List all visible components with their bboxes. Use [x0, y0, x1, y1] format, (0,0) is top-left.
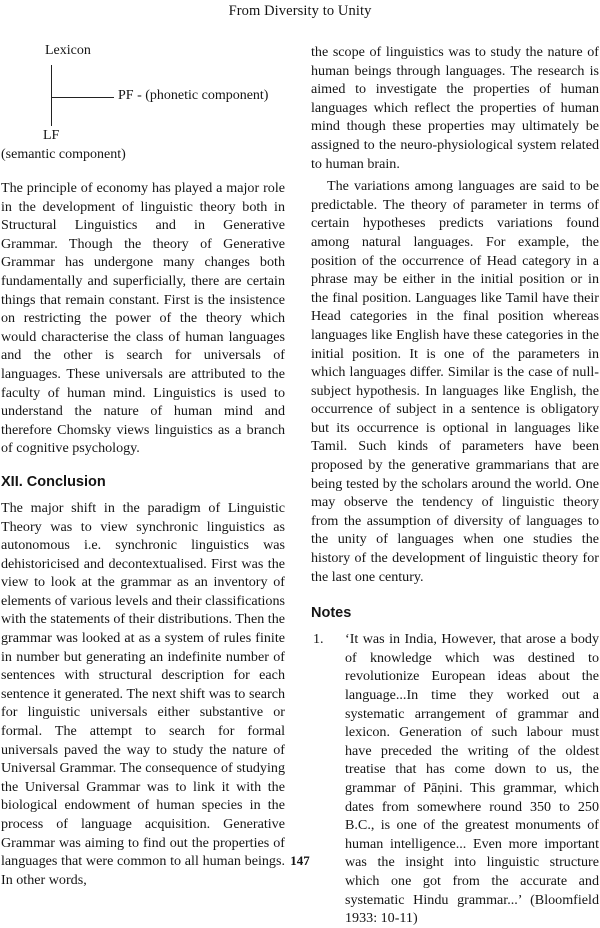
note-item [311, 630, 599, 928]
right-column [311, 43, 599, 928]
diagram-lf-label: LF [43, 128, 60, 143]
notes-heading: Notes [311, 605, 352, 622]
diagram-semantic-label: (semantic component) [1, 147, 126, 162]
diagram-lexicon-label: Lexicon [45, 43, 91, 58]
note-text: ‘It was in India, However, that arose a body of knowledge which was destined to revolutionize European ideas about the language...In time they worked out a systematic arrangement of grammar and lexicon. Generation of such labour must have preceded the writing of the oldest treatise that has come down to us, the grammar of Pāṇini. This grammar, which dates from somewhere round 350 to 250 B.C., is one of the greatest monuments of human intelligence... Even more important was the insight into linguistic structure which one got from the accurate and systematic Hindu grammar...’ (Bloomfield 1933: 10-11) [345, 631, 599, 927]
page-number: 147 [290, 853, 310, 868]
conclusion-paragraph: The major shift in the paradigm of Linguistic Theory was to view synchronic linguistics as autonomous i.e. synchronic linguistics was dehistoricised and decontextualised. First was the view to look at the grammar as an inventory of elements of various levels and their classifications with the statements of their distributions. Then the grammar was looked at as a system of rules finite in number but generating an indefinite number of sentences with structural description for each sentence it generated. The next shift was to search for linguistic universals either substantive or formal. The attempt to search for formal universals paved the way to study the nature of Universal Grammar. The consequence of studying the Universal Grammar was to link it with the biological endowment of human species in the process of language acquisition. Generative Grammar was aiming to find out the properties of languages that were common to all human beings. In other words, [1, 499, 285, 888]
scope-paragraph: the scope of linguistics was to study the nature of human beings through languages. The research is aimed to investigate the properties of human languages which reflect the properties of human mind though these properties may ultimately be assigned to the neuro-physiological system related to human brain. [311, 44, 599, 172]
left-column [1, 43, 285, 889]
economy-paragraph: The principle of economy has played a major role in the development of linguistic theory both in Structural Linguistics and in Generative Grammar. Though the theory of Generative Grammar has undergone many changes both fundamentally and superficially, there are certain things that remain constant. First is the insistence on restricting the power of the theory which would characterise the class of human languages and the other is search for universals of languages. These universals are attributed to the faculty of human mind. Linguistics is used to understand the nature of human mind and therefore Chomsky views linguistics as a branch of cognitive psychology. [1, 180, 285, 457]
conclusion-heading: XII. Conclusion [1, 473, 106, 490]
running-header: From Diversity to Unity [228, 3, 372, 19]
note-number: 1. [313, 631, 324, 648]
diagram-vertical-line [51, 65, 52, 126]
grammar-diagram [1, 43, 285, 168]
variations-paragraph: The variations among languages are said to be predictable. The theory of parameter in terms of certain hypotheses predicts variations found among natural languages. For example, the position of the occurrence of Head category in a phrase may be either in the initial position or in the final position. Languages like Tamil have their Head categories in the final position whereas languages like English have these categories in the initial position. It is one of the parameters in which languages differ. Similar is the case of null-subject hypothesis. In languages like English, the occurrence of subject in a sentence is obligatory but its occurrence is optional in languages like Tamil. Such kinds of parameters have been proposed by the generative grammarians that are being tested by the scholars around the world. One may observe the tendency of linguistic theory from the assumption of diversity of languages to the unity of languages when one studies the history of the development of linguistic theory for the last one century. [311, 178, 599, 585]
diagram-branch-line [51, 97, 114, 98]
diagram-pf-label: PF - (phonetic component) [118, 88, 269, 103]
